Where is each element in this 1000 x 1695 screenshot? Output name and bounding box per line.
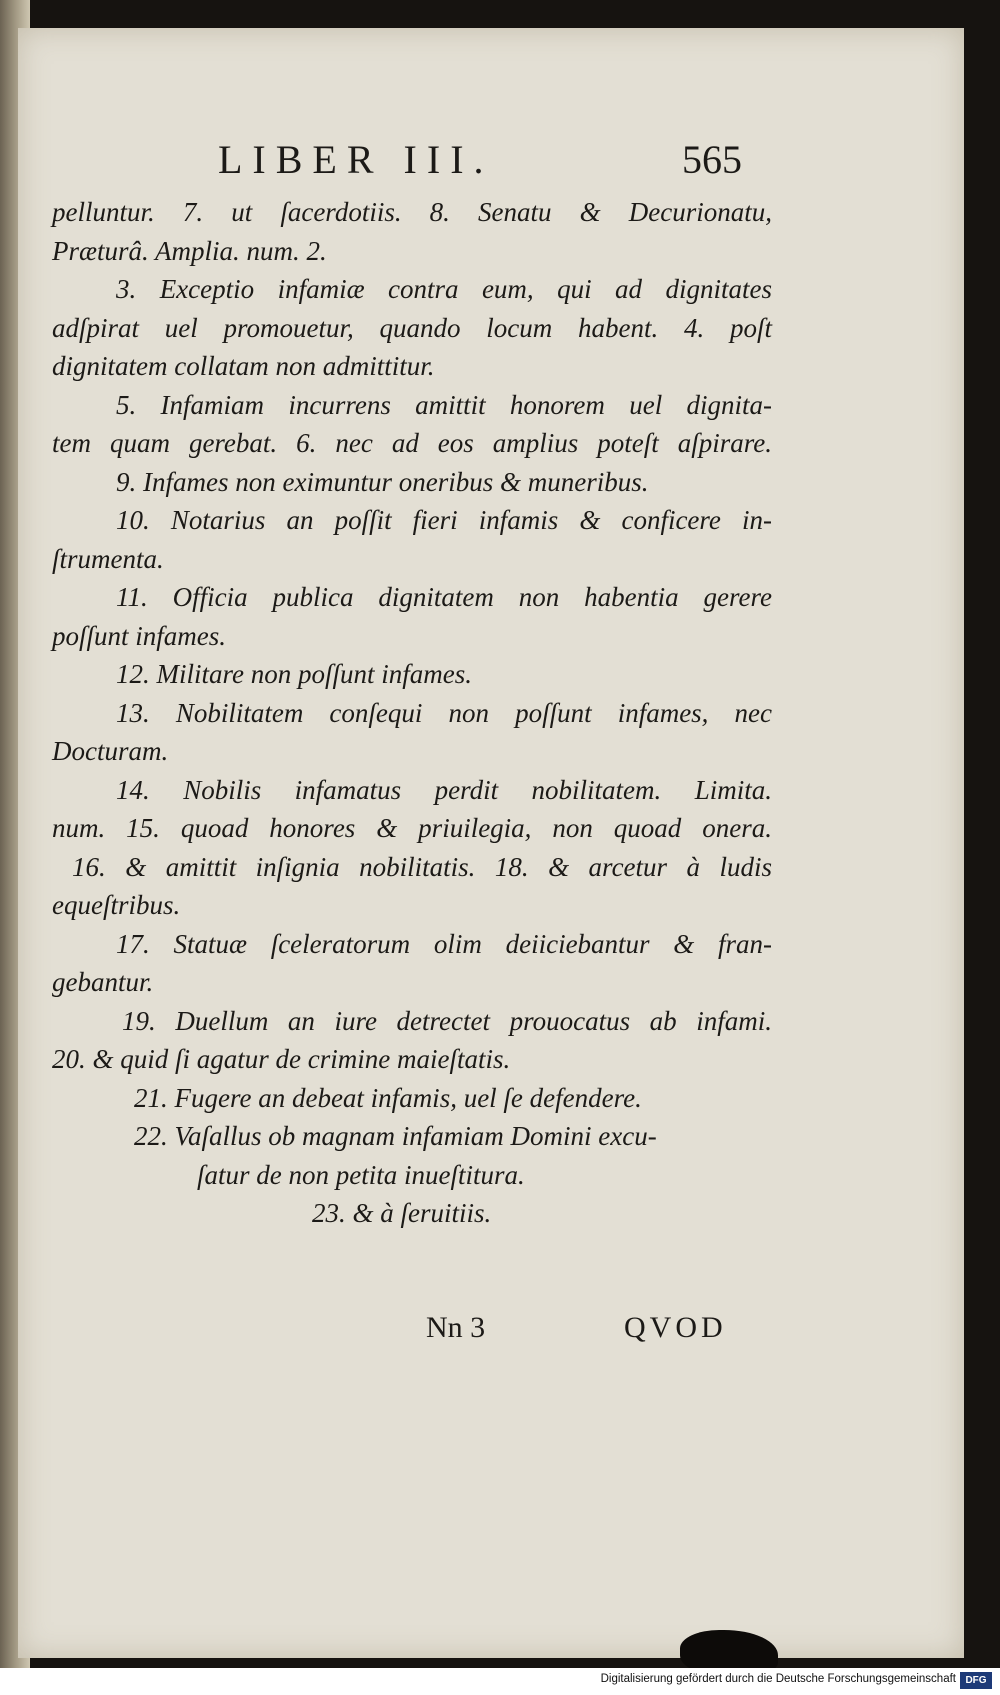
text-line: 3. Exceptio infamiæ contra eum, qui ad dignitates bbox=[116, 274, 772, 304]
text-line: 5. Infamiam incurrens amittit honorem uel dignita- bbox=[116, 389, 772, 420]
running-head: LIBER III. bbox=[218, 137, 494, 182]
text-line: adſpirat uel promouetur, quando locum habent. 4. poſt bbox=[52, 312, 772, 343]
text-line: Præturâ. Amplia. num. 2. bbox=[52, 235, 327, 266]
page-number: 565 bbox=[682, 137, 742, 182]
text-line: gebantur. bbox=[52, 967, 154, 997]
text-line: 14. Nobilis infamatus perdit nobilitatem. Limita. bbox=[116, 774, 772, 805]
text-line: 13. Nobilitatem conſequi non poſſunt infames, nec bbox=[116, 697, 772, 728]
digitization-credit: Digitalisierung gefördert durch die Deutsche Forschungsgemeinschaft bbox=[600, 1673, 956, 1685]
text-line: ſatur de non petita inueſtitura. bbox=[197, 1159, 525, 1190]
text-line: Docturam. bbox=[52, 736, 169, 766]
footer bbox=[0, 1668, 1000, 1695]
text-line: poſſunt infames. bbox=[52, 620, 226, 651]
text-line: 9. Infames non eximuntur oneribus & muneribus. bbox=[116, 466, 649, 497]
page-header bbox=[18, 112, 964, 182]
summary-text bbox=[52, 193, 772, 1233]
text-line: 19. Duellum an iure detrectet prouocatus ab infami. bbox=[122, 1005, 772, 1036]
text-line: 12. Militare non poſſunt infames. bbox=[116, 659, 472, 689]
text-line: 10. Notarius an poſſit fieri infamis & conficere in- bbox=[116, 505, 772, 535]
catchword: QVOD bbox=[624, 1311, 727, 1344]
text-line: 23. & à ſeruitiis. bbox=[312, 1198, 492, 1228]
text-line: equeſtribus. bbox=[52, 890, 181, 920]
text-line: 20. & quid ſi agatur de crimine maieſtatis. bbox=[52, 1044, 511, 1074]
text-line: 17. Statuæ ſceleratorum olim deiiciebantur & fran- bbox=[116, 928, 772, 959]
dfg-logo: DFG bbox=[960, 1672, 992, 1689]
text-line: tem quam gerebat. 6. nec ad eos amplius poteſt aſpirare. bbox=[52, 428, 772, 458]
catchline bbox=[18, 1311, 964, 1351]
text-line: num. 15. quoad honores & priuilegia, non quoad onera. bbox=[52, 813, 772, 843]
text-line: 22. Vaſallus ob magnam infamiam Domini excu- bbox=[134, 1121, 657, 1151]
text-line: dignitatem collatam non admittitur. bbox=[52, 351, 435, 381]
signature-mark: Nn 3 bbox=[426, 1311, 486, 1344]
text-line: pelluntur. 7. ut ſacerdotiis. 8. Senatu & Decurionatu, bbox=[52, 197, 772, 227]
text-line: ſtrumenta. bbox=[52, 543, 164, 574]
text-line: 16. & amittit inſignia nobilitatis. 18. & arcetur à ludis bbox=[72, 851, 772, 882]
text-line: 21. Fugere an debeat infamis, uel ſe defendere. bbox=[134, 1082, 642, 1113]
book-page bbox=[18, 28, 964, 1658]
text-line: 11. Officia publica dignitatem non habentia gerere bbox=[116, 582, 772, 612]
